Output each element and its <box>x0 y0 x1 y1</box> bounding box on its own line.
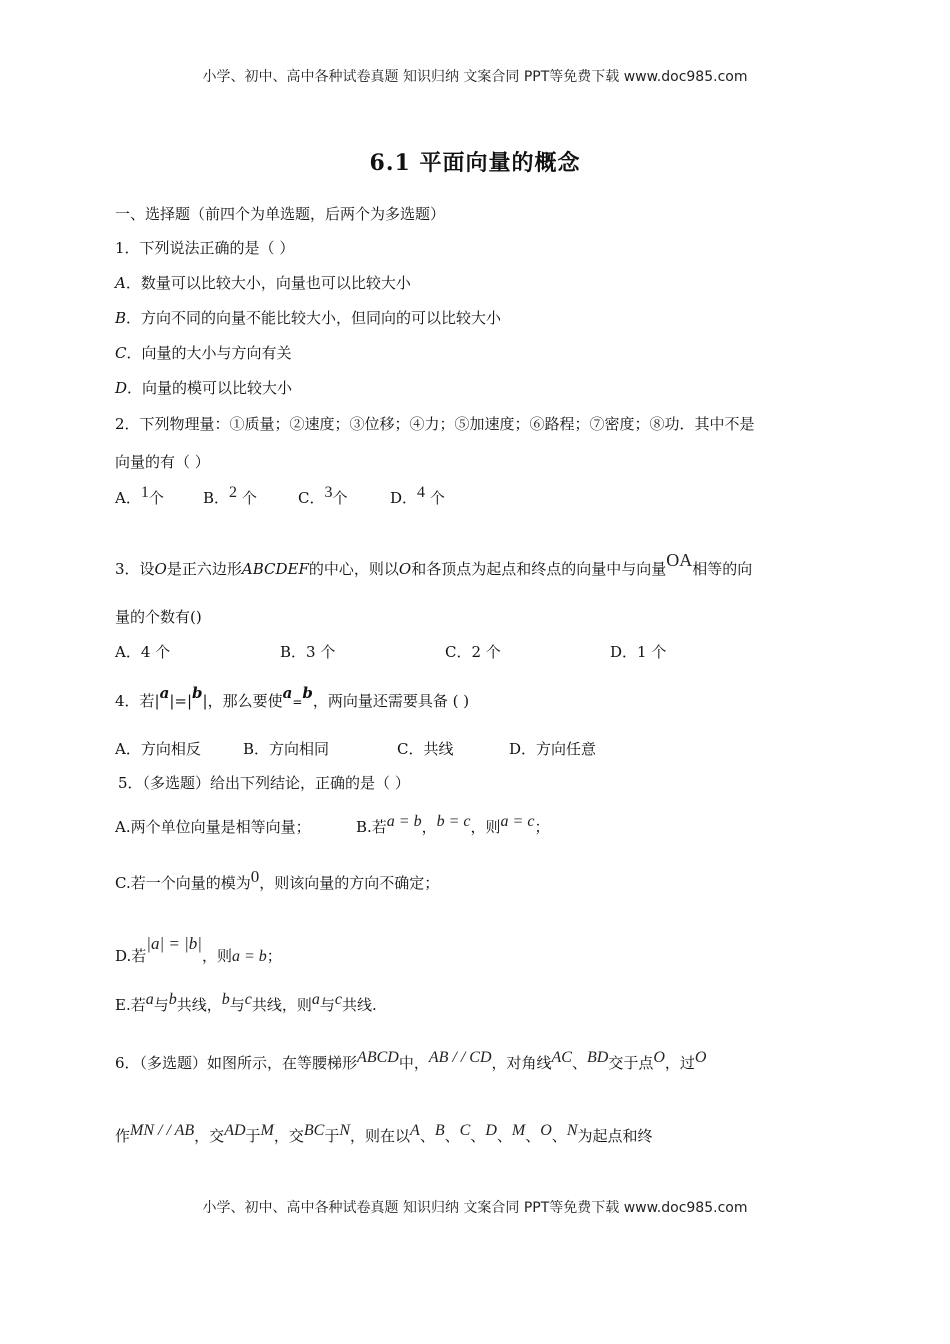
q1-option-b: B．方向不同的向量不能比较大小，但同向的可以比较大小 <box>115 309 502 327</box>
vector-oa: OA <box>666 550 693 570</box>
q5-option-d: D.若|a| = |b|，则a = b； <box>115 934 282 965</box>
q6-stem-line1: 6．（多选题）如图所示，在等腰梯形ABCD中，AB / / CD，对角线AC、BD交于点O，过O <box>115 1049 707 1072</box>
q1-option-c: C．向量的大小与方向有关 <box>115 344 292 362</box>
section-heading: 一、选择题（前四个为单选题，后两个为多选题） <box>115 205 446 223</box>
q3-option-c: C．2 个 <box>445 643 501 661</box>
q2-option-c: C．3个 <box>298 484 348 507</box>
page-footer: 小学、初中、高中各种试卷真题 知识归纳 文案合同 PPT等免费下载 www.doc985.com <box>202 1200 748 1216</box>
q3-option-a: A．4 个 <box>115 643 171 661</box>
page-title: 6.1 平面向量的概念 <box>369 150 581 176</box>
q5-option-e: E.若a与b共线，b与c共线，则a与c共线. <box>115 991 377 1014</box>
q1-stem: 1．下列说法正确的是（ ） <box>115 239 295 257</box>
q2-option-b: B．2 个 <box>203 484 257 507</box>
q4-option-b: B．方向相同 <box>243 740 330 758</box>
q5-option-b: B.若a = b，b = c，则a = c； <box>356 813 550 836</box>
q2-option-a: A．1个 <box>115 484 164 507</box>
q3-option-d: D．1 个 <box>610 643 667 661</box>
page-header: 小学、初中、高中各种试卷真题 知识归纳 文案合同 PPT等免费下载 www.doc985.com <box>202 69 748 85</box>
q5-option-c: C.若一个向量的模为0，则该向量的方向不确定； <box>115 867 440 892</box>
q4-option-d: D．方向任意 <box>509 740 597 758</box>
q4-option-c: C．共线 <box>397 740 454 758</box>
q4-option-a: A．方向相反 <box>115 740 201 758</box>
q3-stem-line1: 3．设O是正六边形ABCDEF的中心，则以O和各顶点为起点和终点的向量中与向量OA相等的向 <box>115 550 753 578</box>
q2-option-d: D．4 个 <box>390 484 445 507</box>
q1-option-a: A．数量可以比较大小，向量也可以比较大小 <box>115 274 411 292</box>
q5-stem: 5．（多选题）给出下列结论，正确的是（ ） <box>118 774 410 792</box>
q2-stem-line1: 2．下列物理量：①质量；②速度；③位移；④力；⑤加速度；⑥路程；⑦密度；⑧功．其中不是 <box>115 415 755 433</box>
q3-option-b: B．3 个 <box>280 643 336 661</box>
q4-stem: 4．若|a|=|b|，那么要使a=b，两向量还需要具备 ( ) <box>115 684 470 710</box>
q1-option-d: D．向量的模可以比较大小 <box>115 379 293 397</box>
q3-stem-line2: 量的个数有() <box>115 608 202 626</box>
q2-stem-line2: 向量的有（ ） <box>115 453 210 471</box>
q5-option-a: A.两个单位向量是相等向量； <box>115 818 311 836</box>
q6-stem-line2: 作MN / / AB，交AD于M，交BC于N，则在以A、B、C、D、M、O、N为起点和终 <box>115 1122 653 1145</box>
